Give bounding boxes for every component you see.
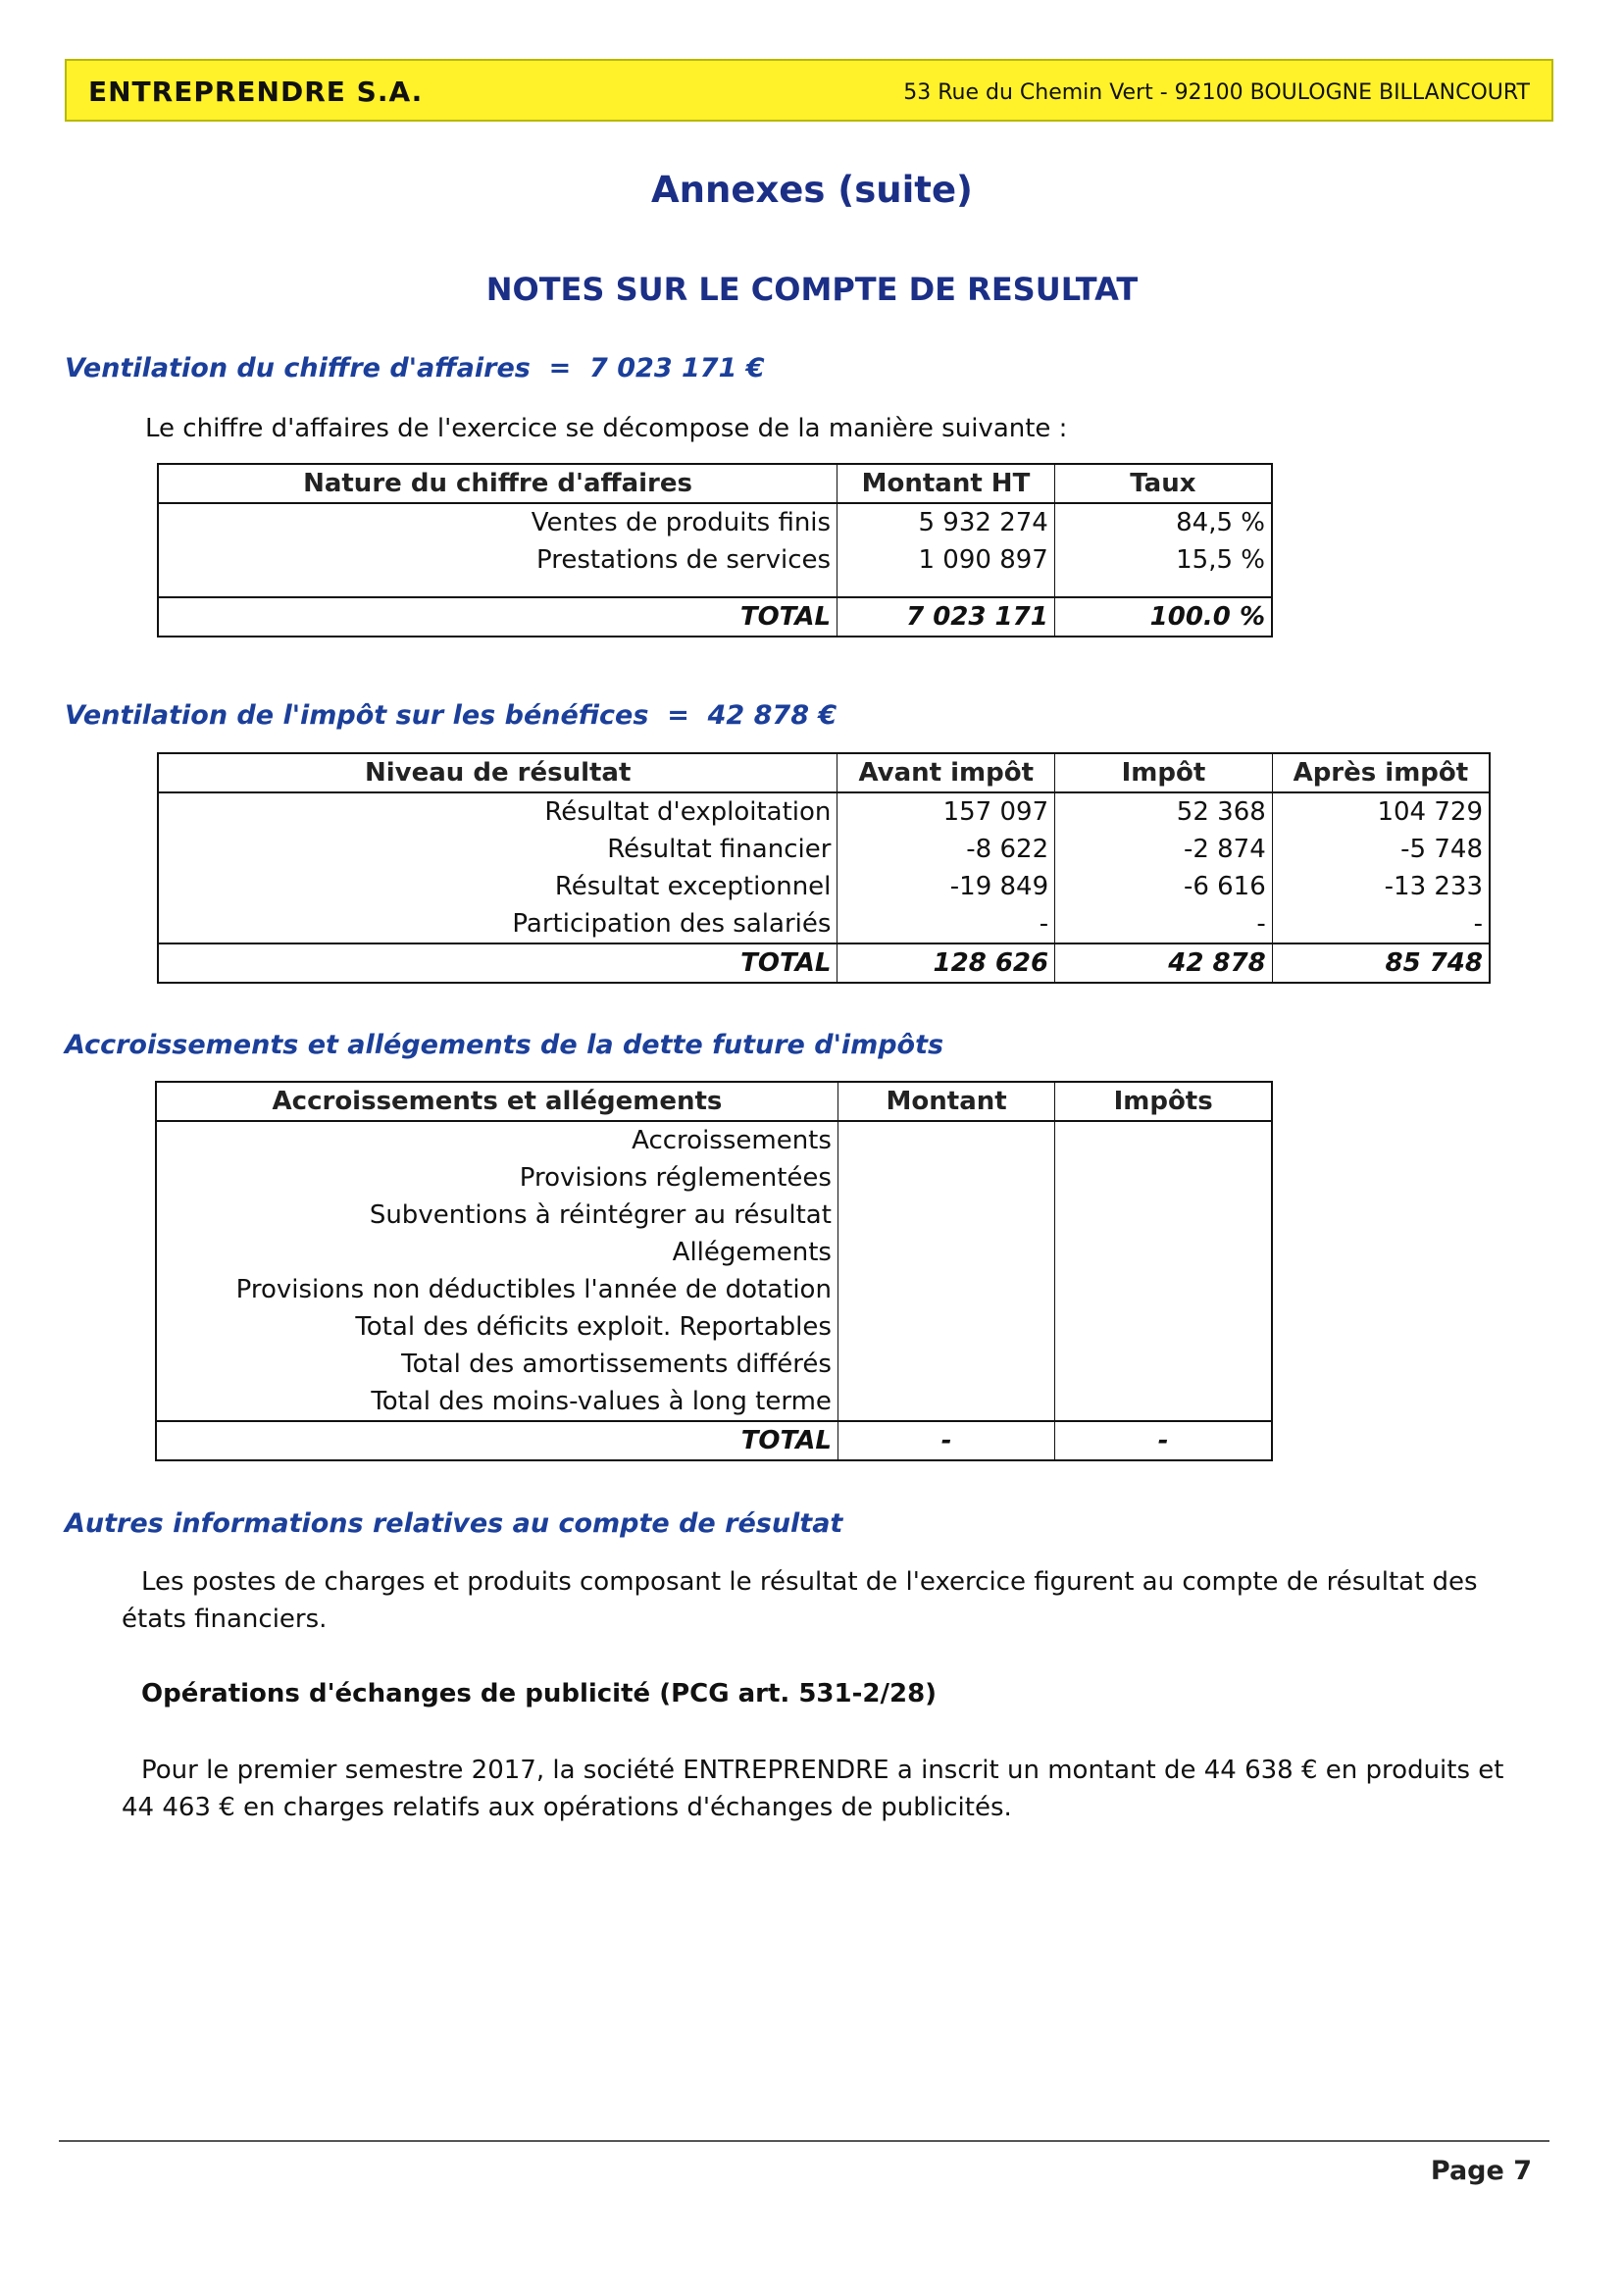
total-value: 128 626 [837,943,1055,983]
autres-heading: Autres informations relatives au compte de résultat [65,1508,843,1539]
table-row [158,868,1490,905]
table-header-row [158,753,1490,792]
total-label: TOTAL [156,1421,837,1460]
row-label: Subventions à réintégrer au résultat [369,1200,832,1230]
ca-table [157,463,1273,637]
value-cell: - [1272,905,1490,943]
value-cell: -5 748 [1272,831,1490,868]
table-total-row [158,597,1272,637]
column-header: Impôt [1055,753,1273,792]
row-label: Total des amortissements différés [401,1350,832,1379]
value-cell: -8 622 [837,831,1055,868]
total-value: - [837,1421,1054,1460]
total-label: TOTAL [158,597,837,637]
footer-divider [59,2140,1549,2142]
row-label: Provisions réglementées [519,1163,832,1193]
row-label: Résultat financier [607,835,832,864]
table-row [156,1308,1272,1346]
section-title: NOTES SUR LE COMPTE DE RESULTAT [485,271,1139,308]
table-header-row [156,1082,1272,1121]
table-total-row [158,943,1490,983]
amount-cell: 1 090 897 [837,541,1055,579]
column-header: Montant [837,1082,1054,1121]
row-label: Allégements [672,1238,832,1267]
table-total-row [156,1421,1272,1460]
column-header: Avant impôt [837,753,1055,792]
total-value: - [1055,1421,1272,1460]
value-cell: 52 368 [1055,792,1273,831]
row-label: Participation des salariés [512,909,832,939]
total-label: TOTAL [158,943,837,983]
company-address: 53 Rue du Chemin Vert - 92100 BOULOGNE BILLANCOURT [903,80,1530,105]
page-title: Annexes (suite) [651,169,973,211]
row-label: Provisions non déductibles l'année de dotation [235,1275,832,1304]
echanges-subtitle: Opérations d'échanges de publicité (PCG art. 531-2/28) [141,1679,938,1708]
total-value: 42 878 [1055,943,1273,983]
rate-cell: 15,5 % [1054,541,1272,579]
column-header: Taux [1054,464,1272,503]
row-label: Accroissements [632,1126,832,1155]
column-header: Après impôt [1272,753,1490,792]
row-label: Total des déficits exploit. Reportables [355,1312,832,1342]
table-header-row [158,464,1272,503]
total-amount: 7 023 171 [837,597,1055,637]
column-header: Niveau de résultat [158,753,837,792]
amount-cell: 5 932 274 [837,503,1055,541]
value-cell: - [837,905,1055,943]
ca-heading: Ventilation du chiffre d'affaires = 7 023 171 € [65,353,765,383]
value-cell: 157 097 [837,792,1055,831]
value-cell: - [1055,905,1273,943]
table-row [156,1197,1272,1234]
row-label: Total des moins-values à long terme [371,1387,832,1416]
impot-heading: Ventilation de l'impôt sur les bénéfices = 42 878 € [65,700,837,731]
company-name: ENTREPRENDRE S.A. [88,76,424,108]
row-label: Résultat exceptionnel [554,872,832,901]
value-cell: -6 616 [1055,868,1273,905]
table-row [158,905,1490,943]
company-header-band [65,59,1553,122]
row-label: Ventes de produits finis [531,508,832,537]
autres-paragraph: Les postes de charges et produits composant le résultat de l'exercice figurent au compte de résultat des états financiers. [122,1567,1478,1634]
column-header: Accroissements et allégements [156,1082,837,1121]
column-header: Montant HT [837,464,1055,503]
table-row [158,792,1490,831]
value-cell: 104 729 [1272,792,1490,831]
total-rate: 100.0 % [1054,597,1272,637]
value-cell: -13 233 [1272,868,1490,905]
value-cell: -2 874 [1055,831,1273,868]
total-value: 85 748 [1272,943,1490,983]
dette-table [155,1081,1273,1461]
table-row [158,541,1272,579]
table-row [156,1159,1272,1197]
value-cell: -19 849 [837,868,1055,905]
row-label: Résultat d'exploitation [544,797,832,827]
page-number: Page 7 [1430,2156,1532,2186]
echanges-paragraph: Pour le premier semestre 2017, la société ENTREPRENDRE a inscrit un montant de 44 638 € en produits et 44 463 € en charges relatifs aux opérations d'échanges de publicités. [122,1756,1504,1822]
dette-heading: Accroissements et allégements de la dette future d'impôts [65,1030,944,1060]
table-row [156,1271,1272,1308]
column-header: Impôts [1055,1082,1272,1121]
column-header: Nature du chiffre d'affaires [158,464,837,503]
table-row [156,1234,1272,1271]
ca-intro: Le chiffre d'affaires de l'exercice se décompose de la manière suivante : [145,414,1068,443]
table-row [158,503,1272,541]
table-row [156,1383,1272,1421]
rate-cell: 84,5 % [1054,503,1272,541]
table-row [156,1121,1272,1159]
row-label: Prestations de services [536,545,832,575]
impot-table [157,752,1491,984]
table-spacer-row [158,579,1272,597]
table-row [156,1346,1272,1383]
table-row [158,831,1490,868]
